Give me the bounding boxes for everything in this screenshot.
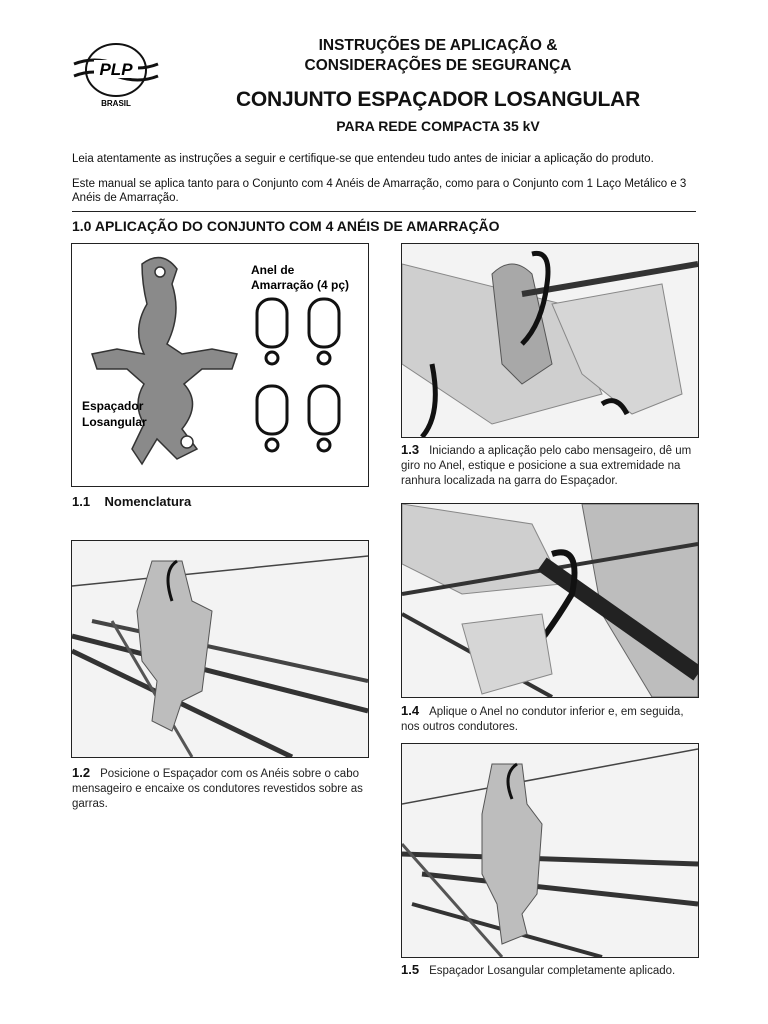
photo-step-1-3 <box>401 243 699 438</box>
caption-1-2: 1.2 Posicione o Espaçador com os Anéis sobre o cabo mensageiro e encaixe os condutores revestidos sobre as garras. <box>72 765 363 810</box>
header-line-1: INSTRUÇÕES DE APLICAÇÃO & <box>318 37 558 54</box>
photo-step-1-4 <box>401 503 699 698</box>
divider <box>72 211 696 212</box>
label-spacer-1: Espaçador <box>82 399 144 413</box>
caption-1-4: 1.4 Aplique o Anel no condutor inferior e, em seguida, nos outros condutores. <box>401 703 684 733</box>
photo-step-1-2 <box>71 540 369 758</box>
label-rings-2: Amarração (4 pç) <box>251 278 350 292</box>
photo-step-1-5 <box>401 743 699 958</box>
document-title: CONJUNTO ESPAÇADOR LOSANGULAR <box>235 88 641 111</box>
caption-1-5: 1.5 Espaçador Losangular completamente aplicado. <box>401 962 676 977</box>
nomenclature-figure <box>71 243 369 487</box>
header-line-2: CONSIDERAÇÕES DE SEGURANÇA <box>304 57 572 74</box>
caption-1-1: 1.1 Nomenclatura <box>72 494 192 509</box>
plp-logo <box>72 40 160 112</box>
document-subtitle: PARA REDE COMPACTA 35 kV <box>336 118 540 134</box>
svg-text:PLP: PLP <box>99 60 133 79</box>
caption-1-3: 1.3 Iniciando a aplicação pelo cabo mensageiro, dê um giro no Anel, estique e posicione a sua extremidade na ranhura localizada na garra do Espaçador. <box>401 442 692 487</box>
label-rings-1: Anel de <box>251 263 295 277</box>
label-spacer-2: Losangular <box>82 415 147 429</box>
intro-paragraph-2: Este manual se aplica tanto para o Conjunto com 4 Anéis de Amarração, como para o Conjunto com 1 Laço Metálico e 3 Anéis de Amarração. <box>72 178 687 204</box>
intro-paragraph-1: Leia atentamente as instruções a seguir e certifique-se que entendeu tudo antes de iniciar a aplicação do produto. <box>72 153 654 165</box>
svg-text:BRASIL: BRASIL <box>101 99 131 108</box>
spacer-diagram <box>72 244 368 486</box>
section-title: 1.0 APLICAÇÃO DO CONJUNTO COM 4 ANÉIS DE AMARRAÇÃO <box>72 218 500 234</box>
